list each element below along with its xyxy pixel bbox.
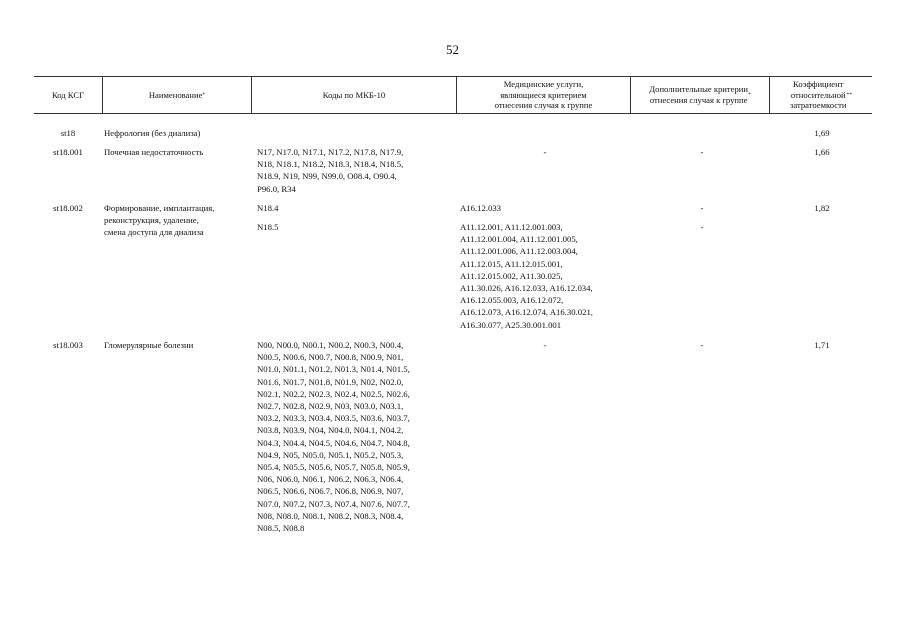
row-criteria: -	[700, 340, 704, 350]
header-coef-label: Коэффициент относительной затратоемкости	[790, 78, 847, 111]
header-criteria-label: Дополнительные критерии отнесения случая к группе	[649, 84, 748, 105]
header-services-label: Медицинские услуги, являющиеся критерием отнесения случая к группе	[494, 78, 593, 111]
row-name: Нефрология (без диализа)	[104, 128, 201, 138]
row-coef: 1,82	[814, 203, 830, 213]
row-criteria: -	[700, 222, 704, 232]
header-criteria: Дополнительные критерии отнесения случая к группе *	[649, 84, 751, 105]
row-code: st18.001	[53, 147, 83, 157]
row-criteria: -	[700, 203, 704, 213]
header-mkb	[252, 77, 456, 113]
row-services: A16.12.033	[460, 203, 502, 213]
row-code: st18	[60, 128, 76, 138]
row-services: -	[543, 147, 547, 157]
row-coef: 1,66	[814, 147, 830, 157]
row-services: -	[543, 340, 547, 350]
row-mkb: N18.5	[257, 222, 279, 232]
header-code	[34, 77, 102, 113]
row-name: Формирование, имплантация, реконструкция, удаление, смена доступа для диализа	[104, 203, 215, 238]
table-header	[34, 76, 872, 114]
row-criteria: -	[700, 147, 704, 157]
row-code: st18.002	[53, 203, 83, 213]
header-coef: Коэффициент относительной затратоемкости **	[790, 78, 852, 111]
row-mkb: N00, N00.0, N00.1, N00.2, N00.3, N00.4, N00.5, N00.6, N00.7, N00.8, N00.9, N01, N01.0, N01.1, N01.2, N01.3, N01.4, N01.5, N01.6, N01.7, N01.8, N01.9, N02, N02.0, N02.1, N02.2, N02.3, N02.4, N02.5, N02.6, N02.7, N02.8, N02.9, N03, N03.0, N03.1, N03.2, N03.3, N03.4, N03.5, N03.6, N03.7, N03.8, N03.9, N04, N04.0, N04.1, N04.2, N04.3, N04.4, N04.5, N04.6, N04.7, N04.8, N04.9, N05, N05.0, N05.1, N05.2, N05.3, N05.4, N05.5, N05.6, N05.7, N05.8, N05.9, N06, N06.0, N06.1, N06.2, N06.3, N06.4, N06.5, N06.6, N06.7, N06.8, N06.9, N07, N07.0, N07.2, N07.3, N07.4, N07.6, N07.7, N08, N08.0, N08.1, N08.2, N08.3, N08.4, N08.5, N08.8	[257, 340, 410, 534]
header-services	[457, 77, 630, 113]
row-coef: 1,71	[814, 340, 830, 350]
header-code-label: Код КСГ	[51, 89, 85, 100]
row-mkb: N18.4	[257, 203, 279, 213]
page-number: 52	[446, 42, 459, 57]
header-mkb-label: Коды по МКБ-10	[322, 89, 386, 100]
header-name-label: Наименование	[148, 89, 203, 100]
row-name: Гломерулярные болезни	[104, 340, 194, 350]
row-coef: 1,69	[814, 128, 830, 138]
row-mkb: N17, N17.0, N17.1, N17.2, N17.8, N17.9, N18, N18.1, N18.2, N18.3, N18.4, N18.5, N18.9, N19, N99, N99.0, O08.4, O90.4, P96.0, R34	[257, 147, 404, 194]
row-services: A11.12.001, A11.12.001.003, A11.12.001.004, A11.12.001.005, A11.12.001.006, A11.12.003.004, A11.12.015, A11.12.015.001, A11.12.015.002, A11.30.025, A11.30.026, A16.12.033, A16.12.034, A16.12.055.003, A16.12.072, A16.12.073, A16.12.074, A16.30.021, A16.30.077, A25.30.001.001	[460, 222, 593, 330]
header-name: Наименование *	[148, 89, 206, 100]
row-name: Почечная недостаточность	[104, 147, 204, 157]
row-code: st18.003	[53, 340, 83, 350]
